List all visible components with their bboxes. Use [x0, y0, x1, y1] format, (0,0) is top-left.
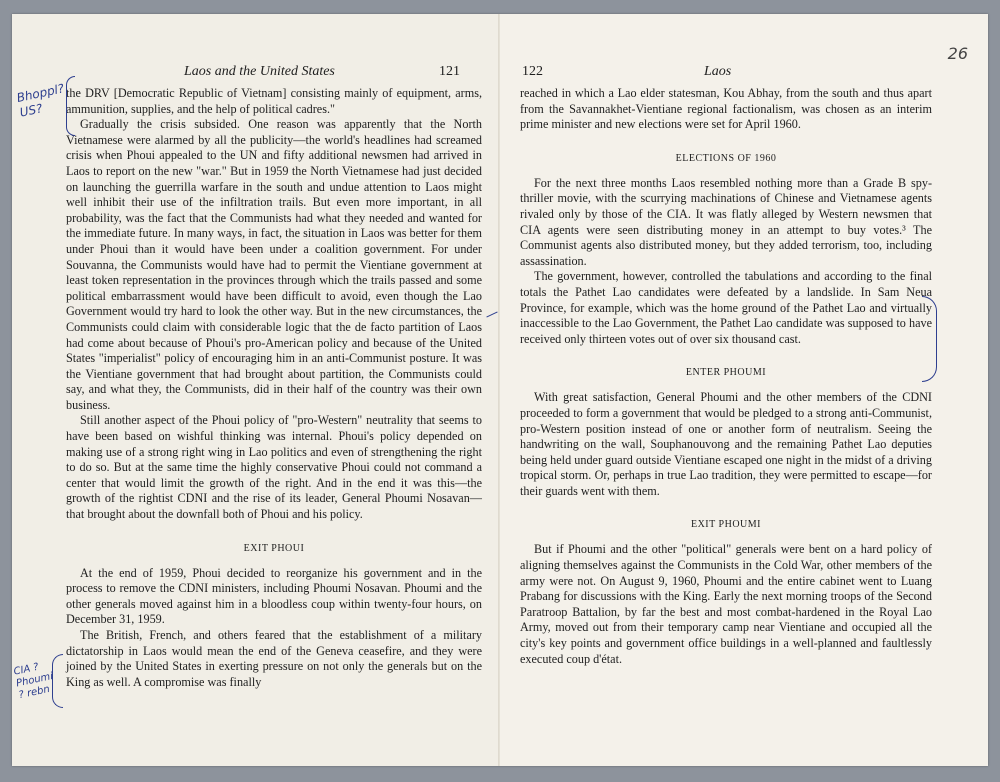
- left-paragraph-4: At the end of 1959, Phoui decided to reorganize his government and in the process to remove the CDNI ministers, including Phoumi Nosavan. Phoumi and the other generals moved against him in a bloodless coup within twenty-four hours, on December 31, 1959.: [66, 565, 482, 627]
- right-page: [500, 14, 988, 766]
- left-running-title: Laos and the United States: [184, 64, 335, 79]
- section-heading-exit-phoumi: EXIT PHOUMI: [690, 519, 762, 531]
- right-page-number: 122: [522, 64, 543, 79]
- right-paragraph-1: reached in which a Lao elder statesman, Kou Abhay, from the south and thus apart from the Savannakhet-Vientiane regional factionalism, was chosen as an interim prime minister and new elections were set for April 1960.: [520, 86, 932, 132]
- margin-bracket-top: [66, 76, 75, 136]
- left-paragraph-3: Still another aspect of the Phoui policy of "pro-Western" neutrality that seems to have been based on wishful thinking was internal. Phoui's policy depended on making use of a strong right wing in Lao politics and even of strengthening the right to do so. But at the same time the highly conservative Phoui could not command a center that would limit the growth of the right. And in the end it was this—the growth of the rightist CDNI and the rise of its leader, General Phoumi Nosavan—that brought about the downfall both of Phoui and his policy.: [66, 413, 482, 522]
- section-heading-enter-phoumi: ENTER PHOUMI: [685, 367, 767, 379]
- section-heading-exit-phoui: EXIT PHOUI: [243, 542, 305, 554]
- right-paragraph-4: With great satisfaction, General Phoumi and the other members of the CDNI proceeded to form a government that would be pledged to a strong anti-Communist, pro-Western position instead of one or another form of neutralism. Seeing the handwriting on the wall, Souphanouvong and the remaining Pathet Lao deputies being held under guard outside Vientiane escaped one night in the midst of a driving tropical storm. Or, perhaps in true Lao tradition, they were permitted to escape—for their guards went with them.: [520, 390, 932, 498]
- margin-bracket-right: [922, 296, 937, 382]
- right-running-title: Laos: [704, 64, 732, 79]
- left-running-head: [66, 64, 482, 86]
- right-paragraph-5: But if Phoumi and the other "political" generals were bent on a hard policy of aligning themselves against the Communists in the Cold War, other members of the army were not. On August 9, 1960, Phoumi and the entire cabinet went to Luang Prabang for discussions with the King. Early the next morning troops of the Second Paratroop Battalion, by far the best and most combat-hardened in the Royal Lao Army, moved out from their temporary camp near Vientiane and occupied all the city's key points and government office buildings in a well-planned and faultlessly executed coup d'état.: [520, 542, 932, 666]
- right-paragraph-3: The government, however, controlled the tabulations and according to the final totals the Pathet Lao candidates were defeated by a landslide. In Sam Neua Province, for example, which was the home ground of the Pathet Lao and virtually inaccessible to the Lao Government, the Pathet Lao candidate was supposed to have received only thirteen votes out of over six thousand cast.: [520, 269, 932, 346]
- left-page-number: 121: [439, 64, 460, 79]
- margin-note-top: Bhoppl? US?: [15, 81, 66, 120]
- margin-bracket-bottom: [52, 654, 63, 708]
- left-paragraph-2: Gradually the crisis subsided. One reason was apparently that the North Vietnamese were alarmed by all the publicity—the world's headlines had screamed crisis when Phoui appealed to the UN and fifty additional newsmen had arrived in Laos to report on the new "war." But in 1959 the North Vietnamese had just decided on launching the guerrilla warfare in the south and undue attention to Laos might well inhibit their use of the infiltration trails. But even more important, in all probability, was the fact that the Communists had what they needed and wanted for the immediate future. In many ways, in fact, the situation in Laos was better for them under Phoui than it would have been under a coalition government. For under Souvanna, the Communists would have had to permit the Vientiane government at least token representation in the provinces through which the trails passed and some political embarrassment would have been difficult to avoid, even though the Lao Government would try hard to look the other way. But in the new circumstances, the Communists could claim with considerable logic that the de facto partition of Laos had come about because of Phoui's pro-American policy and because of the United States "imperialist" policy of encouraging him in an anti-Communist posture. It was the Vientiane government that had brought about partition, the Communists could say, and what they, the Communists, did in their half of the country was their own business.: [66, 117, 482, 412]
- handwritten-page-mark: 26: [947, 44, 968, 63]
- right-paragraph-2: For the next three months Laos resembled nothing more than a Grade B spy-thriller movie, with the scurrying machinations of Chinese and Vietnamese agents rivaled only by those of the CIA. It was flatly alleged by Western newsmen that CIA agents were seen distributing money in an attempt to buy votes.³ The Communist agents also distributed money, but they added terrorism, too, including assassination.: [520, 175, 932, 268]
- right-running-head: [520, 64, 932, 86]
- left-paragraph-1: the DRV [Democratic Republic of Vietnam] consisting mainly of equipment, arms, ammunition, supplies, and the help of political cadres.": [66, 86, 482, 116]
- left-page: [12, 14, 500, 766]
- section-heading-elections: ELECTIONS OF 1960: [675, 152, 777, 164]
- book-spread: [12, 14, 988, 766]
- margin-note-bottom: CIA ? Phoumi ? rebn: [12, 661, 55, 702]
- left-paragraph-5: The British, French, and others feared that the establishment of a military dictatorship in Laos would mean the end of the Geneva ceasefire, and they were joined by the United States in exerting pressure on not only the generals but on the King as well. A compromise was finally: [66, 628, 482, 689]
